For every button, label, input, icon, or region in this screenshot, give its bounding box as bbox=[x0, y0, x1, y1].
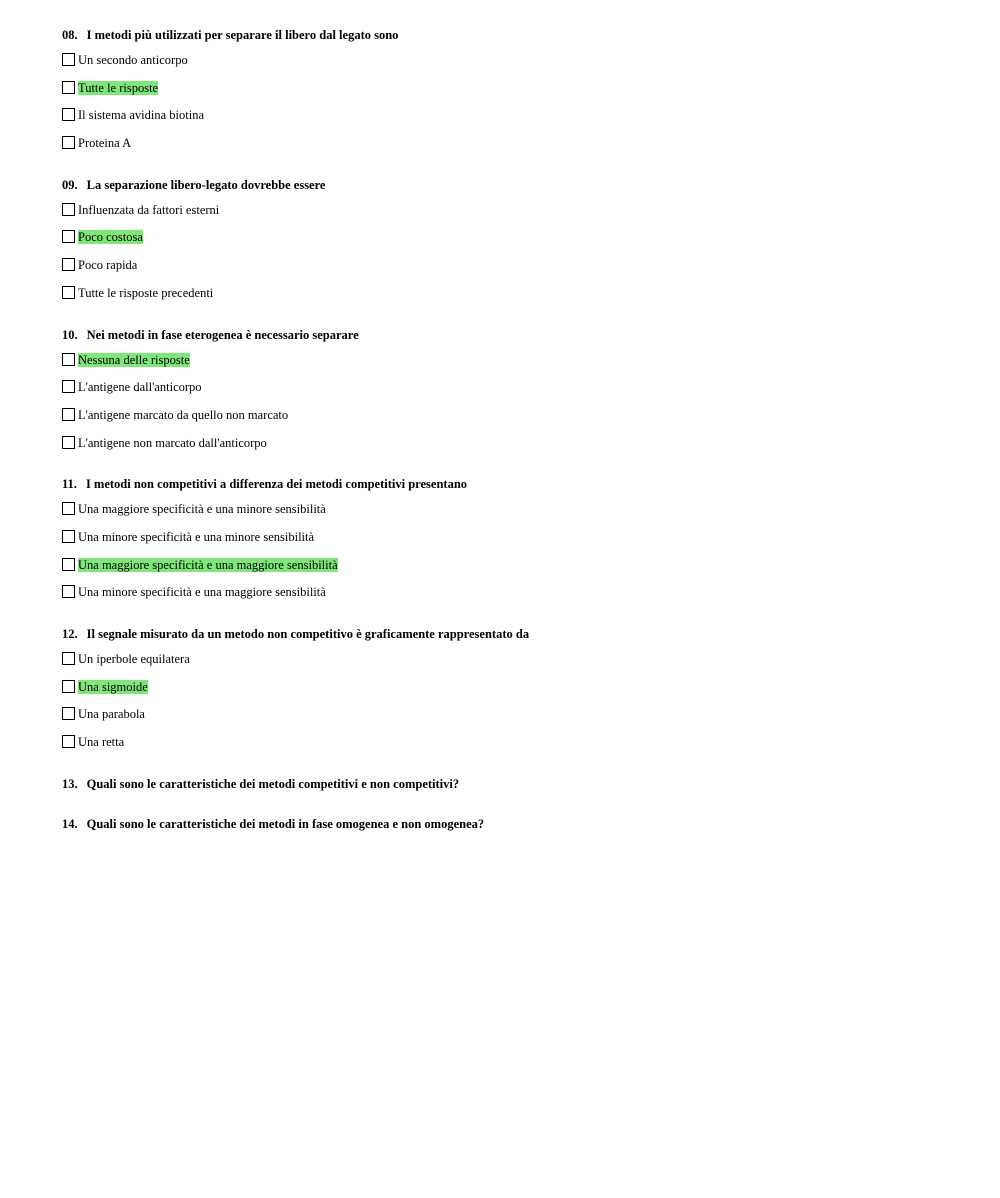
question-number: 11. bbox=[62, 477, 77, 492]
answer-label-correct: Nessuna delle risposte bbox=[78, 352, 190, 367]
answer-label: Una minore specificità e una maggiore sensibilità bbox=[78, 585, 326, 600]
question-text: La separazione libero-legato dovrebbe essere bbox=[86, 177, 326, 192]
question-11 bbox=[62, 476, 962, 613]
answer-label: Una maggiore specificità e una minore sensibilità bbox=[78, 502, 326, 517]
answer-option[interactable] bbox=[62, 680, 962, 708]
answer-option[interactable] bbox=[62, 735, 962, 763]
answer-checkbox[interactable] bbox=[62, 203, 75, 216]
answer-option[interactable] bbox=[62, 707, 962, 735]
answer-checkbox[interactable] bbox=[62, 585, 75, 598]
answer-checkbox[interactable] bbox=[62, 53, 75, 66]
answer-label: L'antigene dall'anticorpo bbox=[78, 380, 202, 395]
question-title bbox=[62, 776, 962, 793]
answer-label-correct: Una sigmoide bbox=[78, 679, 148, 694]
question-title bbox=[62, 177, 962, 194]
answer-checkbox[interactable] bbox=[62, 230, 75, 243]
answer-checkbox[interactable] bbox=[62, 81, 75, 94]
question-text: Nei metodi in fase eterogenea è necessario separare bbox=[86, 327, 359, 342]
answer-label: Influenzata da fattori esterni bbox=[78, 202, 220, 217]
answer-label: Tutte le risposte precedenti bbox=[78, 285, 214, 300]
answer-checkbox[interactable] bbox=[62, 680, 75, 693]
answer-checkbox[interactable] bbox=[62, 136, 75, 149]
answer-option[interactable] bbox=[62, 558, 962, 586]
answer-checkbox[interactable] bbox=[62, 707, 75, 720]
answer-checkbox[interactable] bbox=[62, 735, 75, 748]
answer-option[interactable] bbox=[62, 585, 962, 613]
question-text: I metodi più utilizzati per separare il libero dal legato sono bbox=[86, 28, 399, 42]
answer-option[interactable] bbox=[62, 203, 962, 231]
answer-label: Poco rapida bbox=[78, 258, 138, 273]
answer-label-correct: Poco costosa bbox=[78, 230, 143, 245]
answer-checkbox[interactable] bbox=[62, 436, 75, 449]
answer-label: Il sistema avidina biotina bbox=[78, 108, 205, 123]
answer-option[interactable] bbox=[62, 81, 962, 109]
answer-option[interactable] bbox=[62, 53, 962, 81]
answer-label: Una parabola bbox=[78, 707, 145, 722]
question-text: Il segnale misurato da un metodo non competitivo è graficamente rappresentato da bbox=[86, 627, 530, 641]
answer-checkbox[interactable] bbox=[62, 652, 75, 665]
answer-option[interactable] bbox=[62, 286, 962, 314]
answer-label: Un secondo anticorpo bbox=[78, 53, 188, 67]
question-number: 13. bbox=[62, 776, 78, 791]
question-number: 08. bbox=[62, 28, 78, 42]
question-14 bbox=[62, 816, 962, 833]
question-title bbox=[62, 327, 962, 344]
answer-option[interactable] bbox=[62, 652, 962, 680]
answer-option[interactable] bbox=[62, 136, 962, 164]
question-12 bbox=[62, 626, 962, 763]
answer-label: L'antigene non marcato dall'anticorpo bbox=[78, 435, 267, 450]
answer-checkbox[interactable] bbox=[62, 353, 75, 366]
quiz-page bbox=[62, 27, 962, 856]
answer-option[interactable] bbox=[62, 530, 962, 558]
answer-checkbox[interactable] bbox=[62, 408, 75, 421]
answer-checkbox[interactable] bbox=[62, 530, 75, 543]
answer-option[interactable] bbox=[62, 380, 962, 408]
question-13 bbox=[62, 776, 962, 793]
answer-checkbox[interactable] bbox=[62, 380, 75, 393]
answer-option[interactable] bbox=[62, 108, 962, 136]
question-title bbox=[62, 626, 962, 643]
question-title bbox=[62, 816, 962, 833]
question-09 bbox=[62, 177, 962, 314]
question-text: I metodi non competitivi a differenza dei metodi competitivi presentano bbox=[85, 477, 468, 492]
question-number: 14. bbox=[62, 816, 78, 831]
answer-option[interactable] bbox=[62, 502, 962, 530]
answer-label: Proteina A bbox=[78, 136, 132, 151]
question-title bbox=[62, 27, 962, 44]
answer-label-correct: Tutte le risposte bbox=[78, 80, 159, 95]
question-title bbox=[62, 476, 962, 493]
answer-label-correct: Una maggiore specificità e una maggiore sensibilità bbox=[78, 557, 338, 572]
question-number: 10. bbox=[62, 327, 78, 342]
question-text: Quali sono le caratteristiche dei metodi in fase omogenea e non omogenea? bbox=[86, 816, 485, 831]
question-08 bbox=[62, 27, 962, 164]
question-10 bbox=[62, 327, 962, 464]
answer-option[interactable] bbox=[62, 353, 962, 381]
question-text: Quali sono le caratteristiche dei metodi competitivi e non competitivi? bbox=[86, 776, 460, 791]
answer-option[interactable] bbox=[62, 258, 962, 286]
answer-option[interactable] bbox=[62, 436, 962, 464]
answer-checkbox[interactable] bbox=[62, 286, 75, 299]
answer-label: Una retta bbox=[78, 735, 125, 750]
answer-label: L'antigene marcato da quello non marcato bbox=[78, 407, 289, 422]
answer-checkbox[interactable] bbox=[62, 502, 75, 515]
answer-option[interactable] bbox=[62, 408, 962, 436]
answer-label: Una minore specificità e una minore sensibilità bbox=[78, 529, 315, 544]
question-number: 12. bbox=[62, 627, 78, 641]
question-number: 09. bbox=[62, 177, 78, 192]
answer-label: Un iperbole equilatera bbox=[78, 652, 190, 666]
answer-checkbox[interactable] bbox=[62, 558, 75, 571]
answer-checkbox[interactable] bbox=[62, 108, 75, 121]
answer-checkbox[interactable] bbox=[62, 258, 75, 271]
answer-option[interactable] bbox=[62, 230, 962, 258]
